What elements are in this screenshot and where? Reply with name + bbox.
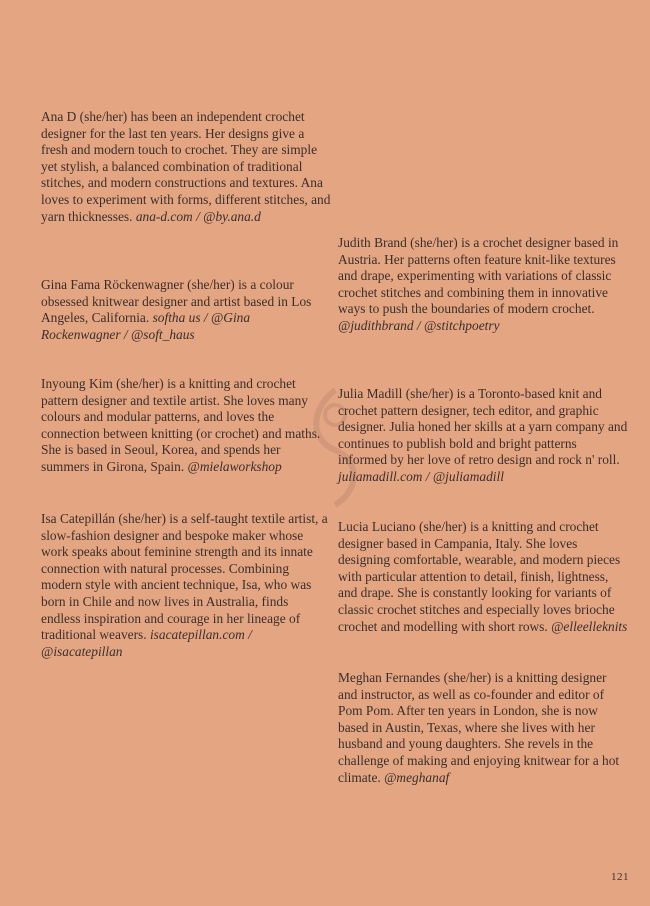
bio-name: Isa Catepillán <box>41 511 115 526</box>
bio-handle[interactable]: @mielaworkshop <box>187 458 282 474</box>
bio-handle[interactable]: juliamadill.com / @juliamadill <box>338 468 504 484</box>
bio-text: (she/her) is a self-taught textile artist, a slow-fashion designer and bespoke maker whose work speaks about feminine strength and its innate connection with natural processes. Combining modern style with ancient technique, Isa, who was born in Chile and now lives in Australia, finds endless inspiration and courage in her lineage of traditional weavers. <box>41 511 328 643</box>
bio-name: Ana D <box>41 109 77 124</box>
bio-text: (she/her) is a Toronto-based knit and crochet pattern designer, tech editor, and graphic designer. Julia honed her skills at a yarn company and continues to publish bold and bright patterns informed by her love of retro design and rock n' roll. <box>338 386 628 468</box>
bio-handle[interactable]: softha us / @Gina Rockenwagner / @soft_haus <box>41 310 251 342</box>
page-number: 121 <box>611 871 629 883</box>
bio-gina-fama-rockenwagner <box>41 277 331 343</box>
bio-name: Julia Madill <box>338 386 403 401</box>
bio-handle[interactable]: @meghanaf <box>384 769 450 785</box>
bio-name: Lucia Luciano <box>338 519 416 534</box>
bio-name: Judith Brand <box>338 235 407 250</box>
bio-judith-brand <box>338 235 628 335</box>
bio-meghan-fernandes <box>338 670 628 786</box>
bio-text: (she/her) is a knitting and crochet pattern designer and textile artist. She loves many colours and modular patterns, and loves the connection between knitting (or crochet) and maths. She is based in Seoul, Korea, and spends her summers in Girona, Spain. <box>41 376 321 474</box>
bio-handle[interactable]: isacatepillan.com / @isacatepillan <box>41 627 252 659</box>
bio-name: Meghan Fernandes <box>338 670 441 685</box>
bio-text: (she/her) is a knitting designer and instructor, as well as co-founder and editor of Pom Pom. After ten years in London, she is now based in Austin, Texas, where she lives with her husband and young daughters. She revels in the challenge of making and enjoying knitwear for a hot climate. <box>338 670 620 785</box>
bio-name: Gina Fama Röckenwagner <box>41 277 184 292</box>
bio-handle[interactable]: @elleelleknits <box>551 618 628 634</box>
bio-text: (she/her) is a colour obsessed knitwear designer and artist based in Los Angeles, California. <box>41 277 312 326</box>
bio-text: (she/her) has been an independent crochet designer for the last ten years. Her designs give a fresh and modern touch to crochet. They are simple yet stylish, a balanced combination of traditional stitches, and modern constructions and textures. Ana loves to experiment with forms, different stitches, and yarn thicknesses. <box>41 109 331 224</box>
bio-isa-catepillan <box>41 511 331 660</box>
bio-ana-d <box>41 109 331 225</box>
bio-text: (she/her) is a knitting and crochet designer based in Campania, Italy. She loves designing comfortable, wearable, and modern pieces with particular attention to detail, finish, lightness, and drape. She is constantly looking for variants of classic crochet stitches and especially loves brioche crochet and modelling with short rows. <box>338 519 621 634</box>
bio-handle[interactable]: @judithbrand / @stitchpoetry <box>338 317 500 333</box>
bio-lucia-luciano <box>338 519 628 635</box>
bio-handle[interactable]: ana-d.com / @by.ana.d <box>135 208 261 224</box>
bio-name: Inyoung Kim <box>41 376 113 391</box>
bio-text: (she/her) is a crochet designer based in Austria. Her patterns often feature knit-like textures and drape, experimenting with variations of classic crochet stitches and combining them in innovative ways to push the boundaries of modern crochet. <box>338 235 619 317</box>
bio-inyoung-kim <box>41 376 331 476</box>
bio-julia-madill <box>338 386 628 486</box>
